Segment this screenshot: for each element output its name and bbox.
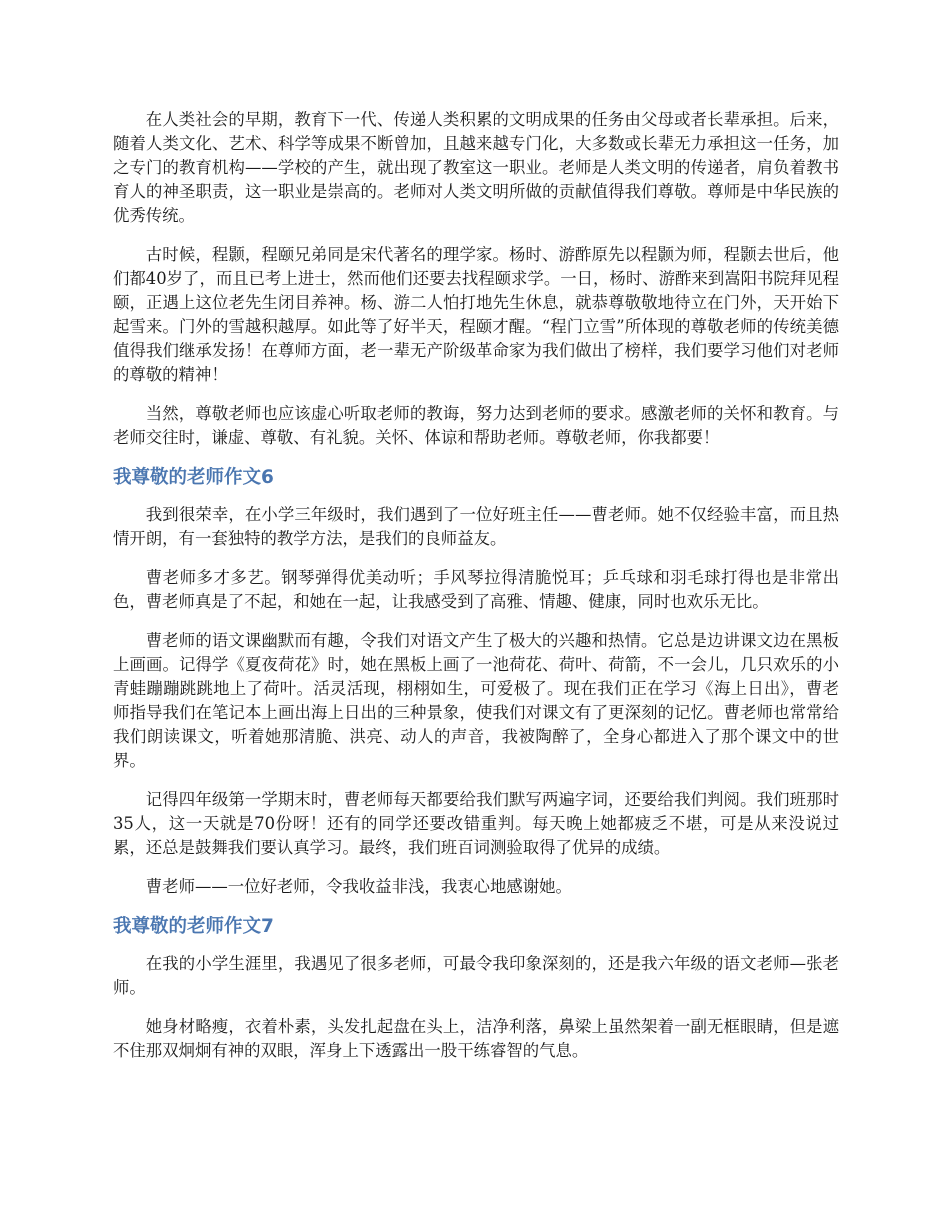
paragraph: 在人类社会的早期，教育下一代、传递人类积累的文明成果的任务由父母或者长辈承担。后来，随着人类文化、艺术、科学等成果不断曾加，且越来越专门化，大多数或长辈无力承担这一任务，加之专门的教育机构——学校的产生，就出现了教室这一职业。老师是人类文明的传递者，肩负着教书育人的神圣职责，这一职业是崇高的。老师对人类文明所做的贡献值得我们尊敬。尊师是中华民族的优秀传统。: [113, 110, 839, 225]
paragraph: 曹老师的语文课幽默而有趣，令我们对语文产生了极大的兴趣和热情。它总是边讲课文边在黑板上画画。记得学《夏夜荷花》时，她在黑板上画了一池荷花、荷叶、荷箭，不一会儿，几只欢乐的小青蛙蹦蹦跳跳地上了荷叶。活灵活现，栩栩如生，可爱极了。现在我们正在学习《海上日出》，曹老师指导我们在笔记本上画出海上日出的三种景象，使我们对课文有了更深刻的记忆。曹老师也常常给我们朗读课文，听着她那清脆、洪亮、动人的声音，我被陶醉了，全身心都进入了那个课文中的世界。: [113, 631, 839, 770]
document-page: [113, 108, 839, 1078]
paragraph: 她身材略瘦，衣着朴素，头发扎起盘在头上，洁净利落，鼻梁上虽然架着一副无框眼睛，但是遮不住那双炯炯有神的双眼，浑身上下透露出一股干练睿智的气息。: [113, 1017, 839, 1060]
section-heading-essay-7: 我尊敬的老师作文7: [113, 916, 274, 937]
paragraph: 古时候，程颢，程颐兄弟同是宋代著名的理学家。杨时、游酢原先以程颢为师，程颢去世后，他们都40岁了，而且已考上进士，然而他们还要去找程颐求学。一日，杨时、游酢来到嵩阳书院拜见程颐，正遇上这位老先生闭目养神。杨、游二人怕打地先生休息，就恭尊敬敬地待立在门外，天开始下起雪来。门外的雪越积越厚。如此等了好半天，程颐才醒。“程门立雪”所体现的尊敬老师的传统美德值得我们继承发扬！在尊师方面，老一辈无产阶级革命家为我们做出了榜样，我们要学习他们对老师的尊敬的精神！: [113, 245, 839, 384]
paragraph: 曹老师——一位好老师，令我收益非浅，我衷心地感谢她。: [145, 877, 572, 896]
paragraph: 在我的小学生涯里，我遇见了很多老师，可最令我印象深刻的，还是我六年级的语文老师—张老师。: [113, 954, 839, 997]
paragraph: 我到很荣幸，在小学三年级时，我们遇到了一位好班主任——曹老师。她不仅经验丰富，而且热情开朗，有一套独特的教学方法，是我们的良师益友。: [113, 505, 839, 548]
section-heading-essay-6: 我尊敬的老师作文6: [113, 467, 274, 488]
paragraph: 记得四年级第一学期末时，曹老师每天都要给我们默写两遍字词，还要给我们判阅。我们班那时35人，这一天就是70份呀！还有的同学还要改错重判。每天晚上她都疲乏不堪，可是从来没说过累，还总是鼓舞我们要认真学习。最终，我们班百词测验取得了优异的成绩。: [113, 790, 839, 857]
paragraph: 当然，尊敬老师也应该虚心听取老师的教诲，努力达到老师的要求。感激老师的关怀和教育。与老师交往时，谦虚、尊敬、有礼貌。关怀、体谅和帮助老师。尊敬老师，你我都要！: [113, 404, 839, 447]
paragraph: 曹老师多才多艺。钢琴弹得优美动听；手风琴拉得清脆悦耳；乒乓球和羽毛球打得也是非常出色，曹老师真是了不起，和她在一起，让我感受到了高雅、情趣、健康，同时也欢乐无比。: [113, 568, 839, 611]
